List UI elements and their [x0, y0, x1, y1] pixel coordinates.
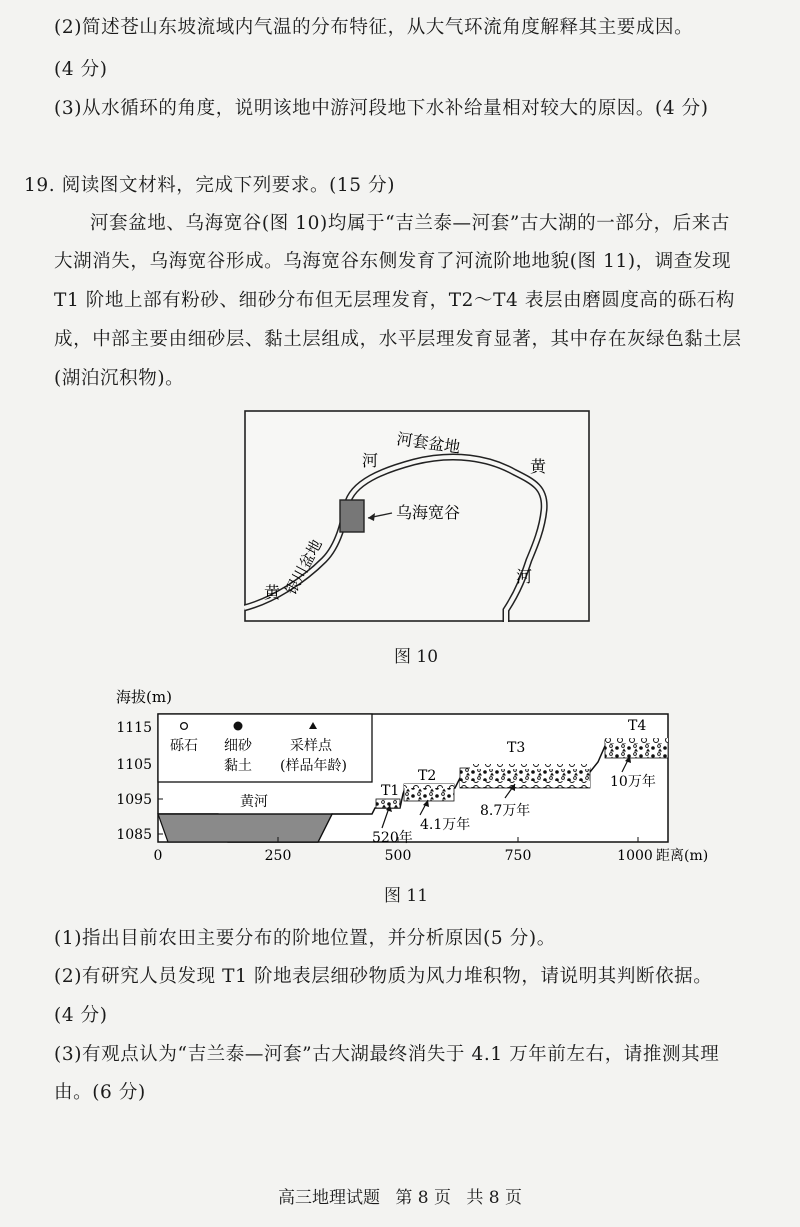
y-axis-label: 海拔(m): [116, 688, 172, 706]
terrace-t3-gravel-base: [460, 781, 590, 787]
legend-sample: 采样点: [290, 738, 332, 754]
figure-10-map: [244, 410, 590, 622]
terrace-t3-label: T3: [507, 740, 526, 756]
terrace-t4-label: T4: [628, 718, 647, 734]
wuhai-valley-box: [340, 500, 364, 532]
x-axis-label: 距离(m): [656, 848, 709, 864]
label-he-right: 河: [516, 567, 533, 586]
y-tick-1115: 1115: [116, 720, 152, 736]
footer-subject: 高三地理试题: [277, 1188, 380, 1208]
y-tick-1095: 1095: [116, 792, 152, 808]
footer-page: 第 8 页: [395, 1188, 451, 1208]
x-tick-500: 500: [384, 848, 412, 864]
question-19-3-cont: 由。(6 分): [54, 1082, 146, 1103]
label-yinchuan-basin: 银川盆地: [281, 536, 326, 598]
label-hetao-basin: 河套盆地: [395, 429, 462, 457]
question-19-heading: 19. 阅读图文材料，完成下列要求。(15 分): [24, 175, 396, 196]
terrace-t3-gravel-top: [470, 764, 590, 769]
age-t4: 10万年: [610, 774, 656, 790]
age-t3: 8.7万年: [480, 803, 531, 819]
terrace-t2-label: T2: [418, 768, 437, 784]
material-line-3: T1 阶地上部有粉砂、细砂分布但无层理发育，T2～T4 表层由磨圆度高的砾石构: [54, 290, 735, 311]
material-line-2: 大湖消失，乌海宽谷形成。乌海宽谷东侧发育了河流阶地地貌(图 11)，调查发现: [54, 251, 732, 272]
y-ticks: [116, 720, 163, 843]
legend-gravel: 砾石: [170, 738, 198, 754]
question-19-2: (2)有研究人员发现 T1 阶地表层细砂物质为风力堆积物，请说明其判断依据。: [54, 966, 713, 987]
question-18-3: (3)从水循环的角度，说明该地中游河段地下水补给量相对较大的原因。(4 分): [54, 98, 709, 119]
figure-10-caption: 图 10: [394, 647, 439, 667]
label-he-top: 河: [362, 451, 379, 470]
terrace-t1-deposit: [376, 799, 400, 808]
age-t2: 4.1万年: [420, 817, 471, 833]
legend-sample-note: (样品年龄): [280, 758, 347, 774]
page-footer: [0, 1183, 800, 1208]
material-line-4: 成，中部主要由细砂层、黏土层组成，水平层理发育显著，其中存在灰绿色黏土层: [54, 329, 742, 350]
x-tick-250: 250: [264, 848, 292, 864]
material-line-5: (湖泊沉积物)。: [54, 368, 185, 389]
figure-11-profile: [110, 688, 730, 878]
x-tick-750: 750: [504, 848, 532, 864]
label-wuhai-valley: 乌海宽谷: [396, 503, 461, 522]
terrace-t2-gravel: [404, 784, 454, 788]
material-line-1: 河套盆地、乌海宽谷(图 10)均属于“吉兰泰—河套”古大湖的一部分，后来古: [90, 213, 730, 234]
legend-clay: 黏土: [224, 758, 252, 774]
footer-total: 共 8 页: [466, 1188, 523, 1208]
legend-fine-sand: 细砂: [224, 738, 252, 754]
terrace-t1-label: T1: [381, 783, 400, 799]
x-tick-0: 0: [153, 848, 163, 864]
question-19-3: (3)有观点认为“吉兰泰—河套”古大湖最终消失于 4.1 万年前左右，请推测其理: [54, 1044, 720, 1065]
label-huang-right: 黄: [530, 457, 547, 476]
yellow-river-water: [158, 814, 332, 842]
y-tick-1105: 1105: [116, 757, 152, 773]
age-t1: 520年: [372, 830, 413, 846]
river-label: 黄河: [240, 794, 268, 810]
terrace-t4-gravel: [605, 738, 668, 743]
y-tick-1085: 1085: [116, 827, 152, 843]
question-18-2: (2)简述苍山东坡流域内气温的分布特征，从大气环流角度解释其主要成因。: [54, 17, 694, 38]
x-tick-1000: 1000: [617, 848, 653, 864]
question-19-2-score: (4 分): [54, 1005, 108, 1026]
legend-fine-sand-icon: [234, 722, 243, 731]
question-19-1: (1)指出目前农田主要分布的阶地位置，并分析原因(5 分)。: [54, 928, 556, 949]
label-huang-left: 黄: [264, 583, 281, 602]
figure-11-caption: 图 11: [384, 886, 429, 906]
question-18-2-score: (4 分): [54, 59, 108, 80]
